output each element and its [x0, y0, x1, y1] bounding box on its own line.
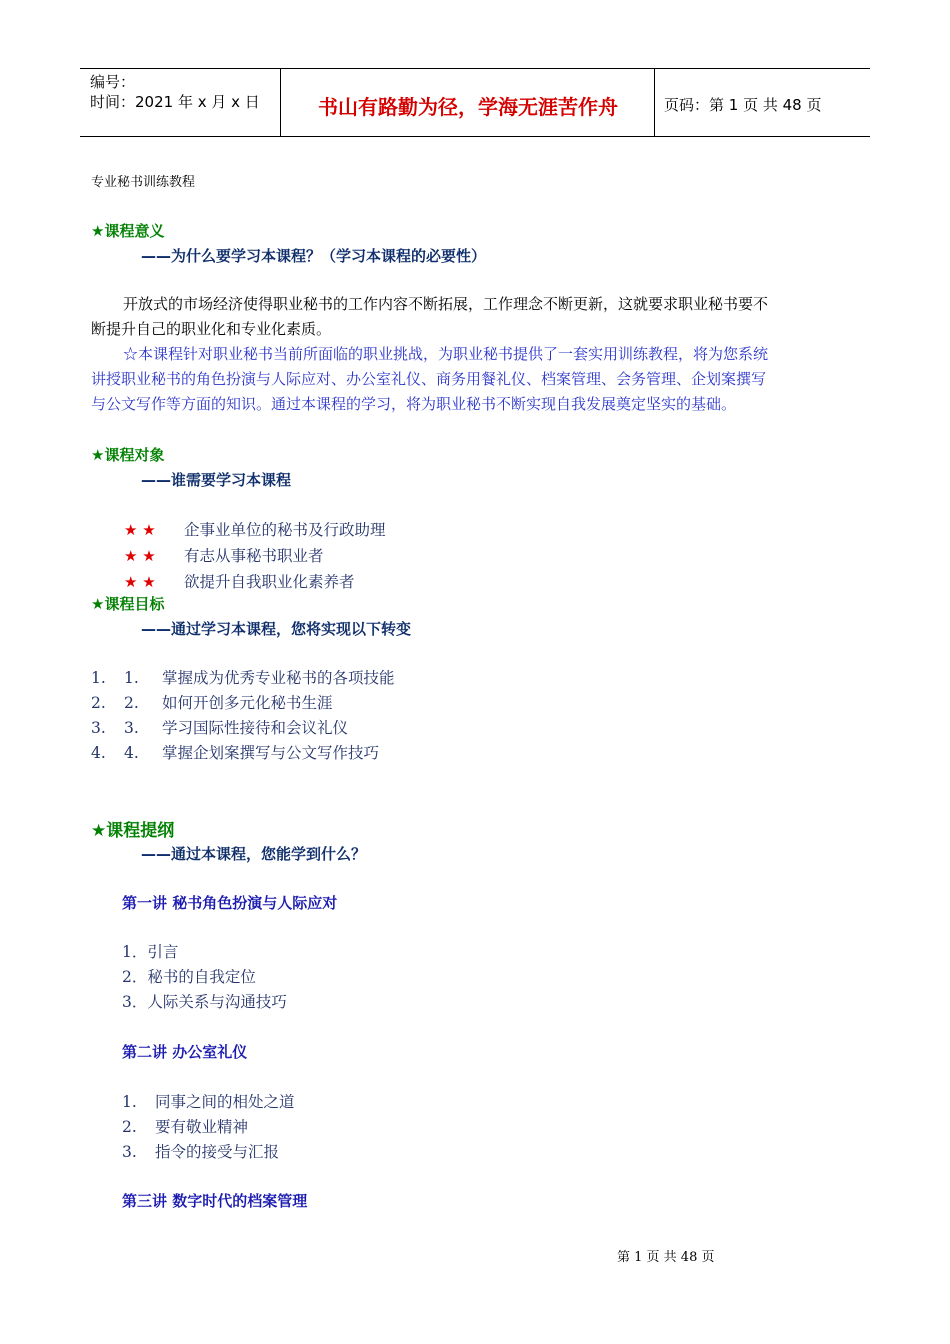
header-page-info: 页码：第 1 页 共 48 页: [664, 96, 822, 114]
document-title: 专业秘书训练教程: [91, 175, 196, 190]
goal-number: 3.: [124, 719, 139, 737]
list-item: [124, 543, 386, 569]
goal-number: 3.: [91, 719, 106, 737]
audience-item-text: 企事业单位的秘书及行政助理: [184, 521, 386, 539]
list-item: [91, 666, 395, 691]
section-heading-outline: ★课程提纲: [91, 821, 175, 841]
header-table: [80, 68, 870, 137]
paragraph-line: 开放式的市场经济使得职业秘书的工作内容不断拓展，工作理念不断更新，这就要求职业秘书要不: [123, 295, 769, 313]
list-item: 2．秘书的自我定位: [122, 968, 256, 986]
goals-list: [91, 666, 395, 766]
goal-number: 4.: [124, 744, 139, 762]
red-star-bullet-icon: ★ ★: [124, 573, 156, 591]
document-number-label: 编号：: [90, 73, 136, 91]
lecture-2-title: 第二讲 办公室礼仪: [122, 1043, 248, 1061]
paragraph-line: ☆本课程针对职业秘书当前所面临的职业挑战，为职业秘书提供了一套实用训练教程，将为您系统: [123, 345, 769, 363]
section-subheading-outline: ——通过本课程，您能学到什么？: [141, 845, 367, 863]
paragraph-intro: [91, 292, 859, 417]
list-item: [122, 1090, 295, 1115]
goal-number: 1.: [124, 669, 139, 687]
goal-number: 2.: [91, 694, 106, 712]
list-item: [122, 1115, 295, 1140]
lecture-2-list: [122, 1090, 295, 1165]
lecture-1-title: 第一讲 秘书角色扮演与人际应对: [122, 894, 338, 912]
section-subheading-audience: ——谁需要学习本课程: [141, 471, 292, 489]
footer-page-number: 第 1 页 共 48 页: [617, 1250, 715, 1265]
audience-item-text: 欲提升自我职业化素养者: [184, 573, 355, 591]
list-item: [124, 517, 386, 543]
section-subheading-meaning: ——为什么要学习本课程？（学习本课程的必要性）: [141, 247, 487, 265]
section-heading-goals: ★课程目标: [91, 595, 165, 613]
list-item: [91, 716, 395, 741]
section-subheading-goals: ——通过学习本课程，您将实现以下转变: [141, 620, 412, 638]
item-text: 同事之间的相处之道: [155, 1093, 295, 1111]
goal-text: 学习国际性接待和会议礼仪: [162, 719, 349, 737]
header-divider: [654, 69, 655, 136]
list-item: [91, 741, 395, 766]
red-star-bullet-icon: ★ ★: [124, 521, 156, 539]
header-divider: [280, 69, 281, 136]
item-number: 3.: [122, 1143, 137, 1161]
goal-text: 掌握企划案撰写与公文写作技巧: [162, 744, 380, 762]
document-time-label: 时间：2021 年 x 月 x 日: [90, 93, 260, 111]
red-star-bullet-icon: ★ ★: [124, 547, 156, 565]
list-item: 3．人际关系与沟通技巧: [122, 993, 287, 1011]
item-number: 2.: [122, 1118, 137, 1136]
goal-number: 2.: [124, 694, 139, 712]
paragraph-line: 与公文写作等方面的知识。通过本课程的学习，将为职业秘书不断实现自我发展奠定坚实的基础。: [91, 395, 737, 413]
goal-number: 4.: [91, 744, 106, 762]
lecture-3-title: 第三讲 数字时代的档案管理: [122, 1192, 308, 1210]
list-item: [91, 691, 395, 716]
section-heading-audience: ★课程对象: [91, 446, 165, 464]
goal-text: 如何开创多元化秘书生涯: [162, 694, 333, 712]
item-number: 1.: [122, 1093, 137, 1111]
list-item: [122, 1140, 295, 1165]
item-text: 要有敬业精神: [155, 1118, 249, 1136]
header-motto: 书山有路勤为径，学海无涯苦作舟: [318, 95, 618, 119]
audience-item-text: 有志从事秘书职业者: [184, 547, 324, 565]
list-item: [124, 569, 386, 595]
goal-text: 掌握成为优秀专业秘书的各项技能: [162, 669, 395, 687]
section-heading-meaning: ★课程意义: [91, 222, 165, 240]
list-item: 1．引言: [122, 943, 179, 961]
paragraph-line: 讲授职业秘书的角色扮演与人际应对、办公室礼仪、商务用餐礼仪、档案管理、会务管理、企划案撰写: [91, 370, 767, 388]
lecture-1-list: [122, 940, 287, 1015]
audience-list: [124, 517, 386, 595]
goal-number: 1.: [91, 669, 106, 687]
paragraph-line: 断提升自己的职业化和专业化素质。: [91, 320, 332, 338]
item-text: 指令的接受与汇报: [155, 1143, 280, 1161]
